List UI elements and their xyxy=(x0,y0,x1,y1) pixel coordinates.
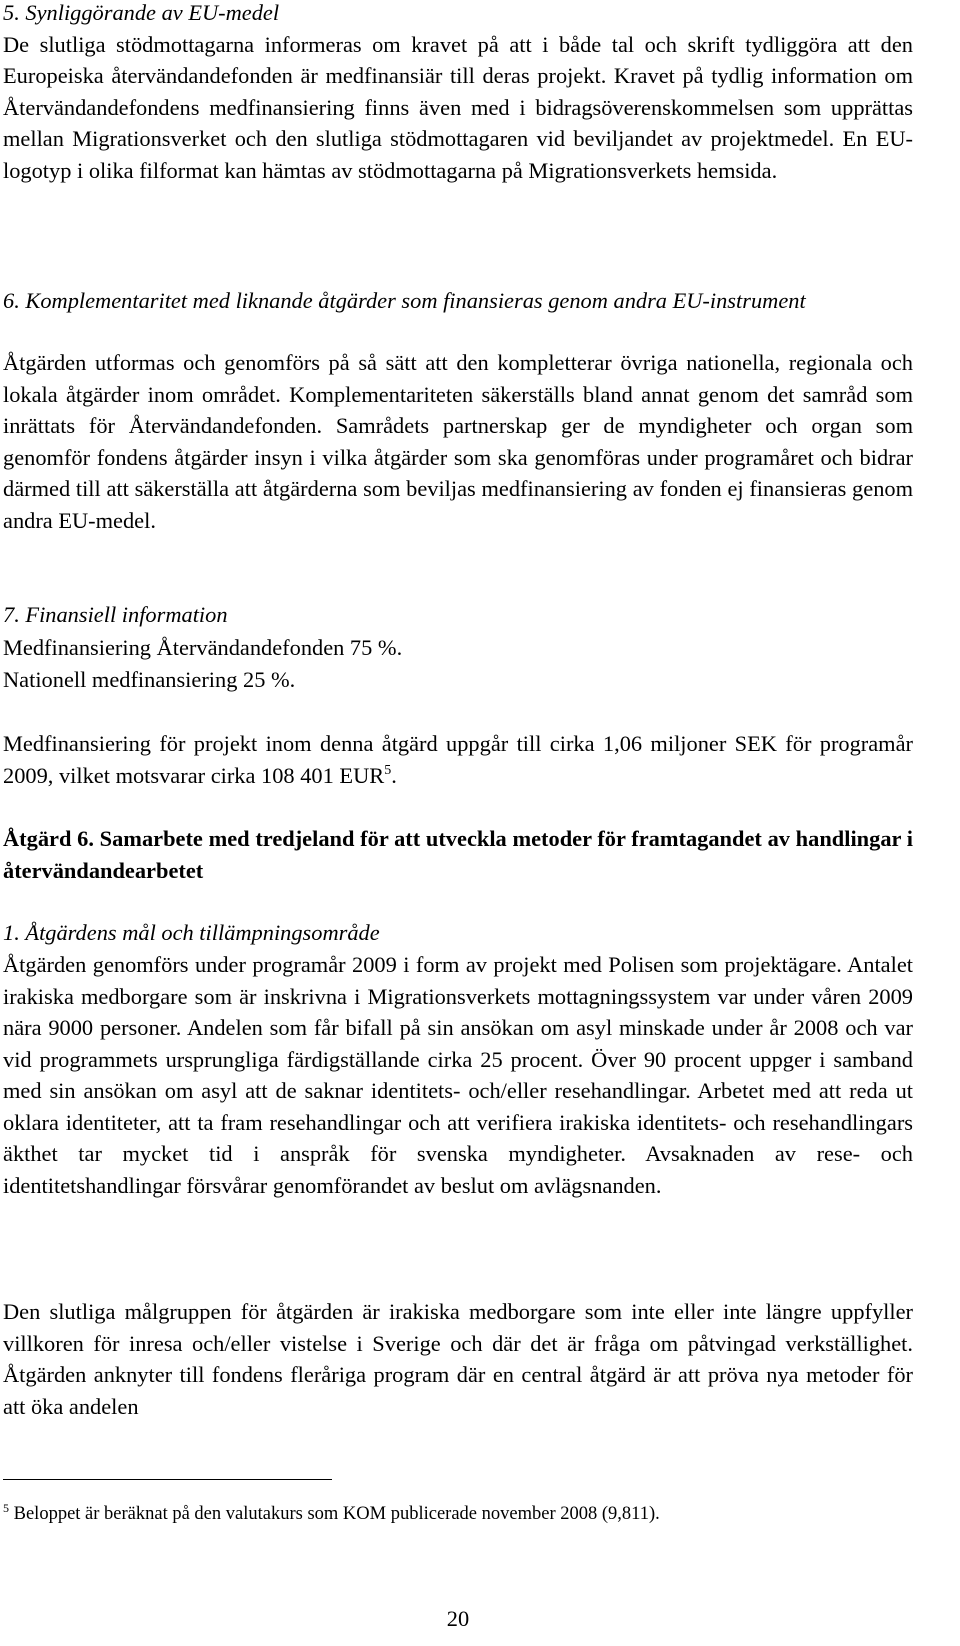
footnote-number: 5 xyxy=(3,1501,9,1515)
section-6-heading: 6. Komplementaritet med liknande åtgärder som finansieras genom andra EU-instrument xyxy=(3,288,806,313)
footnote-reference: 5 xyxy=(384,762,392,778)
target-group-paragraph: Den slutliga målgruppen för åtgärden är irakiska medborgare som inte eller inte längre uppfyller villkoren för inresa och/eller vistelse i Sverige och där det är fråga om påtvingad verkställighet. Åtgärden anknyter till fondens fleråriga program där en central åtgärd är att pröva nya metoder för att öka andelen xyxy=(3,1299,913,1419)
section-5-body: De slutliga stödmottagarna informeras om kravet på att i både tal och skrift tydliggöra att den Europeiska återvändandefonden är medfinansiär till deras projekt. Kravet på tydlig information om Återvändandefondens medfinansiering finns även med i bidragsöverenskommelsen som upprättas mellan Migrationsverket och den slutliga stödmottagaren vid beviljandet av projektmedel. En EU-logotyp i olika filformat kan hämtas av stödmottagarna på Migrationsverkets hemsida. xyxy=(3,31,913,183)
footnote-text: Beloppet är beräknat på den valutakurs som KOM publicerade november 2008 (9,811). xyxy=(13,1504,660,1524)
section-7-heading: 7. Finansiell information xyxy=(3,602,228,627)
section-6-body: Åtgärden utformas och genomförs på så sätt att den kompletterar övriga nationella, regionala och lokala åtgärder inom området. Komplementariteten säkerställs bland annat genom det samråd som inrättats för Återvändandefonden. Samrådets partnerskap ger de myndigheter och organ som genomför fondens åtgärder insyn i vilka åtgärder som ska genomföras under programåret och bidrar därmed till att säkerställa att åtgärderna som beviljas medfinansiering av fonden ej finansieras genom andra EU-medel. xyxy=(3,350,913,533)
national-cofinancing-line: Nationell medfinansiering 25 %. xyxy=(3,667,296,692)
section-5-heading: 5. Synliggörande av EU-medel xyxy=(3,0,280,25)
financing-text: Medfinansiering för projekt inom denna åtgärd uppgår till cirka 1,06 miljoner SEK för programår 2009, vilket motsvarar cirka 108 401 EUR xyxy=(3,731,913,788)
financing-text-end: . xyxy=(391,762,397,788)
financing-paragraph xyxy=(3,728,913,791)
page-number: 20 xyxy=(446,1606,470,1631)
footnote-divider xyxy=(3,1479,332,1480)
footnote xyxy=(3,1502,913,1526)
section-1-heading: 1. Åtgärdens mål och tillämpningsområde xyxy=(3,920,380,945)
section-1-body: Åtgärden genomförs under programår 2009 i form av projekt med Polisen som projektägare. Antalet irakiska medborgare som är inskrivna i Migrationsverkets mottagningssystem var under våren 2009 nära 9000 personer. Andelen som får bifall på sin ansökan om asyl minskade under år 2008 och var vid programmets ursprungliga färdigställande cirka 25 procent. Över 90 procent uppger i samband med sin ansökan om asyl att de saknar identitets- och/eller resehandlingar. Arbetet med att reda ut oklara identiteter, att ta fram resehandlingar och att verifiera irakiska identitets- och resehandlingars äkthet tar mycket tid i anspråk för svenska myndigheter. Avsaknaden av rese- och identitetshandlingar försvårar genomförandet av beslut om avlägsnanden. xyxy=(3,952,913,1198)
cofinancing-fund-line: Medfinansiering Återvändandefonden 75 %. xyxy=(3,635,403,660)
action-6-title: Åtgärd 6. Samarbete med tredjeland för att utveckla metoder för framtagandet av handlingar i återvändandearbetet xyxy=(3,826,913,883)
